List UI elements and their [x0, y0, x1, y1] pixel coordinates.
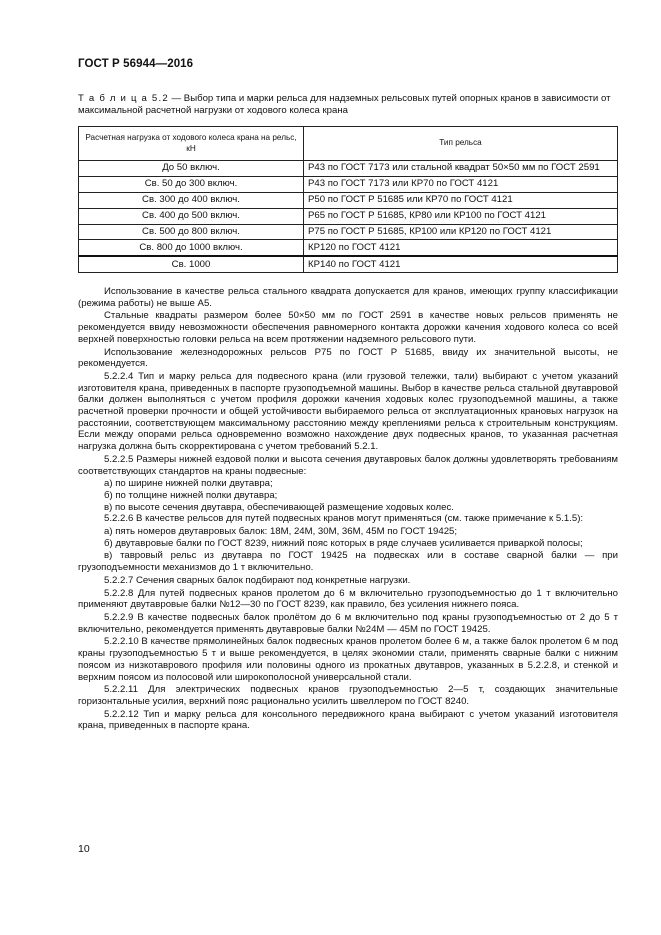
body-text	[78, 286, 618, 733]
rail-selection-table	[78, 126, 618, 273]
paragraph: Стальные квадраты размером более 50×50 мм по ГОСТ 2591 в качестве новых рельсов применять не рекомендуется ввиду невозможности обеспечения равномерного контакта дорожки качения ходового колеса со всей верхней поверхностью головки рельса на всем протяжении надземного рельсового пути.	[78, 310, 618, 345]
load-cell: Св. 50 до 300 включ.	[79, 176, 304, 192]
table-row	[79, 161, 618, 177]
paragraph-5-2-2-7: 5.2.2.7 Сечения сварных балок подбирают под конкретные нагрузки.	[104, 574, 411, 586]
document-code-header: ГОСТ Р 56944—2016	[78, 58, 194, 70]
paragraph: Использование в качестве рельса стального квадрата допускается для кранов, имеющих группу классификации (режима работы) не выше А5.	[78, 286, 618, 309]
table-row	[79, 240, 618, 256]
table-caption	[78, 93, 618, 116]
rail-type-cell: Р75 по ГОСТ Р 51685, КР100 или КР120 по ГОСТ 4121	[304, 224, 618, 240]
load-cell: Св. 1000	[79, 256, 304, 272]
page-number: 10	[78, 843, 90, 855]
paragraph-5-2-2-8: 5.2.2.8 Для путей подвесных кранов пролетом до 6 м включительно грузоподъемностью до 1 т включительно применяют двутавровые балки №12—30 по ГОСТ 8239, как правило, без усиления нижнего пояса.	[78, 587, 618, 611]
list-item: а) по ширине нижней полки двутавра;	[104, 478, 273, 490]
paragraph-5-2-2-6: 5.2.2.6 В качестве рельсов для путей подвесных кранов могут применяться (см. также примечание к 5.1.5):	[104, 513, 584, 525]
column-header-load: Расчетная нагрузка от ходового колеса крана на рельс, кН	[79, 127, 304, 161]
rail-type-cell: КР140 по ГОСТ 4121	[304, 256, 618, 272]
rail-type-cell: Р43 по ГОСТ 7173 или КР70 по ГОСТ 4121	[304, 176, 618, 192]
table-row	[79, 176, 618, 192]
list-item: б) по толщине нижней полки двутавра;	[104, 489, 278, 501]
table-header-row	[79, 127, 618, 161]
load-cell: Св. 500 до 800 включ.	[79, 224, 304, 240]
paragraph-5-2-2-11: 5.2.2.11 Для электрических подвесных кранов грузоподъемностью 2—5 т, создающих значительные горизонтальные усилия, верхний пояс рационально усилить швеллером по ГОСТ 8240.	[78, 684, 618, 707]
rail-type-cell: Р43 по ГОСТ 7173 или стальной квадрат 50×50 мм по ГОСТ 2591	[304, 161, 618, 177]
paragraph-5-2-2-9: 5.2.2.9 В качестве подвесных балок пролётом до 6 м включительно под краны грузоподъемностью от 2 до 5 т включительно, рекомендуется применять двутавровые балки №24М — 45М по ГОСТ 19425.	[78, 611, 618, 635]
list-item: б) двутавровые балки по ГОСТ 8239, нижний пояс которых в ряде случаев усиливается приваркой полосы;	[104, 537, 583, 549]
list-item: в) тавровый рельс из двутавра по ГОСТ 19425 на подвесках или в составе сварной балки — при грузоподъемности механизмов до 1 т включительно.	[78, 550, 618, 574]
paragraph-5-2-2-5: 5.2.2.5 Размеры нижней ездовой полки и высота сечения двутавровых балок должны удовлетворять требованиям соответствующих стандартов на краны подвесные:	[78, 453, 618, 477]
rail-type-cell: КР120 по ГОСТ 4121	[304, 240, 618, 256]
list-item: в) по высоте сечения двутавра, обеспечивающей размещение ходовых колес.	[104, 501, 454, 513]
list-item: а) пять номеров двутавровых балок: 18М, 24М, 30М, 36М, 45М по ГОСТ 19425;	[104, 526, 458, 538]
load-cell: Св. 800 до 1000 включ.	[79, 240, 304, 256]
load-cell: До 50 включ.	[79, 161, 304, 177]
paragraph-5-2-2-10: 5.2.2.10 В качестве прямолинейных балок подвесных кранов пролетом более 6 м, а также балок пролетом 6 м под краны грузоподъемностью 5 т и выше рекомендуется, в целях экономии стали, применять сварные балки с нижним поясом из низкотаврового профиля или половины одного из прокатных двутавров, указанных в 5.2.2.8, и стенкой и верхним поясом из полосовой или широкополосной универсальной стали.	[78, 636, 618, 683]
paragraph-5-2-2-4: 5.2.2.4 Тип и марку рельса для подвесного крана (или грузовой тележки, тали) выбирают с учетом указаний изготовителя крана, приведенных в паспорте грузоподъемной машины. Выбор в качестве рельса стальной двутавровой балки должен выполняться с учетом профиля дорожки качения ходовых колес грузоподъемной машины, а также расчетной проверки прочности и общей устойчивости выбираемого рельса от эксплуатационных крановых нагрузок на расстоянии, соответствующем максимальному расстоянию между креплениями рельса к строительным конструкциям. Если между опорами рельса одновременно возможно нахождение двух подвесных кранов, то указанная расчетная нагрузка должна быть скорректирована с учетом требований 5.2.1.	[78, 370, 618, 453]
rail-type-cell: Р65 по ГОСТ Р 51685, КР80 или КР100 по ГОСТ 4121	[304, 208, 618, 224]
column-header-rail-type: Тип рельса	[304, 127, 618, 161]
table-caption-text: — Выбор типа и марки рельса для надземных рельсовых путей опорных кранов в зависимости от максимальной расчетной нагрузки от ходового колеса крана	[78, 93, 611, 116]
load-cell: Св. 400 до 500 включ.	[79, 208, 304, 224]
table-caption-label: Т а б л и ц а 5.2	[78, 93, 169, 104]
table-row	[79, 192, 618, 208]
table-row	[79, 224, 618, 240]
table-row	[79, 208, 618, 224]
rail-type-cell: Р50 по ГОСТ Р 51685 или КР70 по ГОСТ 4121	[304, 192, 618, 208]
paragraph-5-2-2-12: 5.2.2.12 Тип и марку рельса для консольного передвижного крана выбирают с учетом указаний изготовителя крана, приведенных в паспорте крана.	[78, 708, 618, 732]
paragraph: Использование железнодорожных рельсов Р75 по ГОСТ Р 51685, ввиду их значительной высоты, не рекомендуется.	[78, 346, 618, 370]
table-row	[79, 256, 618, 272]
load-cell: Св. 300 до 400 включ.	[79, 192, 304, 208]
